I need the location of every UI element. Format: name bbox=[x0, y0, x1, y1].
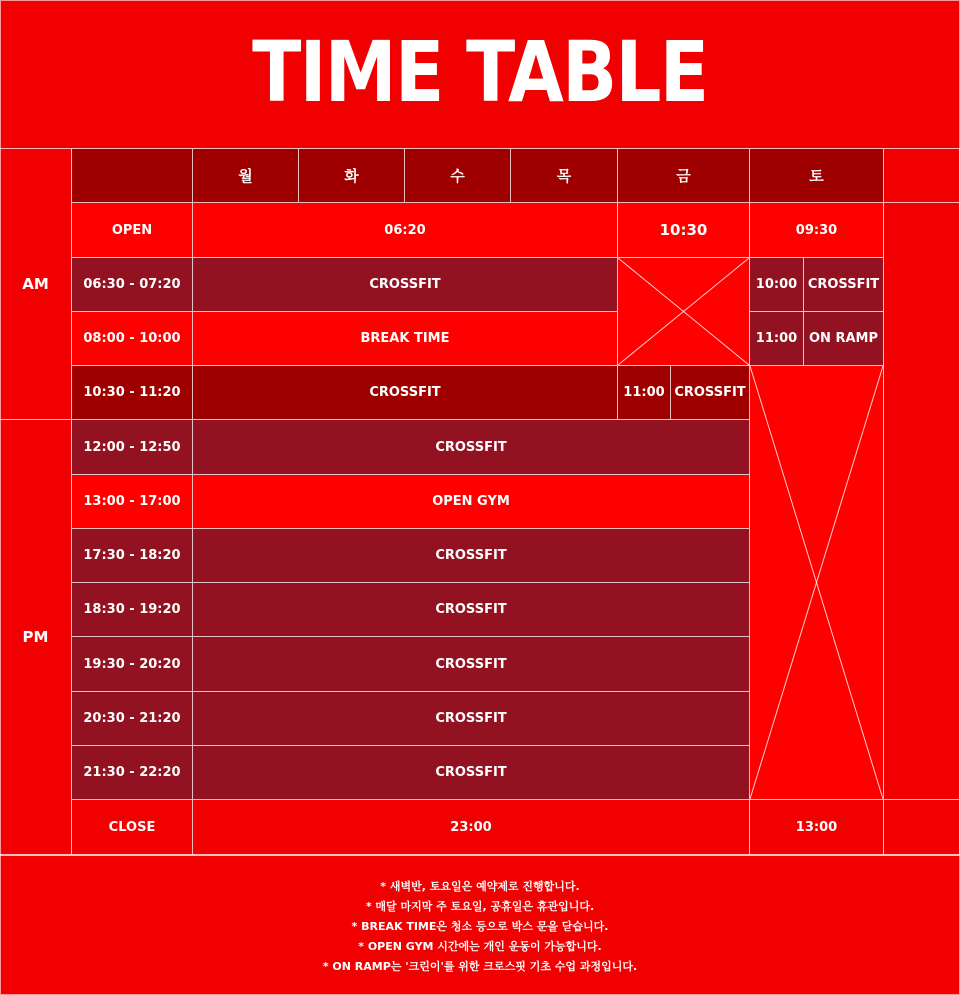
open-sat: 09:30 bbox=[750, 203, 884, 258]
class-1830: CROSSFIT bbox=[193, 583, 750, 637]
time-1730: 17:30 - 18:20 bbox=[72, 529, 193, 583]
day-sat: 토 bbox=[750, 149, 884, 203]
spacer-cell-close bbox=[884, 800, 960, 855]
note-item: * BREAK TIME은 청소 등으로 박스 문을 닫습니다. bbox=[351, 920, 609, 933]
fri-no-class-box bbox=[618, 258, 750, 366]
time-1300: 13:00 - 17:00 bbox=[72, 475, 193, 529]
time-2130: 21:30 - 22:20 bbox=[72, 746, 193, 800]
class-1930: CROSSFIT bbox=[193, 637, 750, 692]
time-1030: 10:30 - 11:20 bbox=[72, 366, 193, 420]
header bbox=[0, 0, 960, 149]
sat-time-1100: 11:00 bbox=[750, 312, 804, 366]
notes-section bbox=[0, 855, 960, 995]
note-item: * OPEN GYM 시간에는 개인 운동이 가능합니다. bbox=[358, 940, 602, 953]
class-2130: CROSSFIT bbox=[193, 746, 750, 800]
class-1300: OPEN GYM bbox=[193, 475, 750, 529]
period-pm: PM bbox=[0, 420, 72, 855]
time-1200: 12:00 - 12:50 bbox=[72, 420, 193, 475]
period-am: AM bbox=[0, 149, 72, 420]
note-item: * 새벽반, 토요일은 예약제로 진행합니다. bbox=[380, 880, 580, 893]
fri-class-1100: CROSSFIT bbox=[671, 366, 750, 420]
right-margin-column bbox=[884, 203, 960, 800]
row-label-close: CLOSE bbox=[72, 800, 193, 855]
class-1200: CROSSFIT bbox=[193, 420, 750, 475]
class-0630-weekday: CROSSFIT bbox=[193, 258, 618, 312]
note-item: * 매달 마지막 주 토요일, 공휴일은 휴관입니다. bbox=[365, 900, 595, 913]
corner-cell bbox=[72, 149, 193, 203]
open-weekday: 06:20 bbox=[193, 203, 618, 258]
time-0800: 08:00 - 10:00 bbox=[72, 312, 193, 366]
close-weekday: 23:00 bbox=[193, 800, 750, 855]
time-2030: 20:30 - 21:20 bbox=[72, 692, 193, 746]
time-1830: 18:30 - 19:20 bbox=[72, 583, 193, 637]
day-wed: 수 bbox=[405, 149, 511, 203]
fri-time-1100: 11:00 bbox=[618, 366, 671, 420]
class-2030: CROSSFIT bbox=[193, 692, 750, 746]
time-1930: 19:30 - 20:20 bbox=[72, 637, 193, 692]
row-label-open: OPEN bbox=[72, 203, 193, 258]
day-mon: 월 bbox=[193, 149, 299, 203]
cross-lines bbox=[618, 258, 750, 366]
note-item: * ON RAMP는 '크린이'를 위한 크로스핏 기초 수업 과정입니다. bbox=[322, 960, 638, 973]
sat-no-class-box bbox=[750, 366, 884, 800]
day-thu: 목 bbox=[511, 149, 618, 203]
sat-time-1000: 10:00 bbox=[750, 258, 804, 312]
class-1030-weekday: CROSSFIT bbox=[193, 366, 618, 420]
open-fri: 10:30 bbox=[618, 203, 750, 258]
day-tue: 화 bbox=[299, 149, 405, 203]
time-0630: 06:30 - 07:20 bbox=[72, 258, 193, 312]
close-sat: 13:00 bbox=[750, 800, 884, 855]
cross-lines bbox=[750, 366, 884, 800]
spacer-cell bbox=[884, 149, 960, 203]
day-fri: 금 bbox=[618, 149, 750, 203]
page-title: TIME TABLE bbox=[252, 22, 708, 121]
class-1730: CROSSFIT bbox=[193, 529, 750, 583]
sat-class-1100: ON RAMP bbox=[804, 312, 884, 366]
sat-class-1000: CROSSFIT bbox=[804, 258, 884, 312]
class-0800-weekday: BREAK TIME bbox=[193, 312, 618, 366]
